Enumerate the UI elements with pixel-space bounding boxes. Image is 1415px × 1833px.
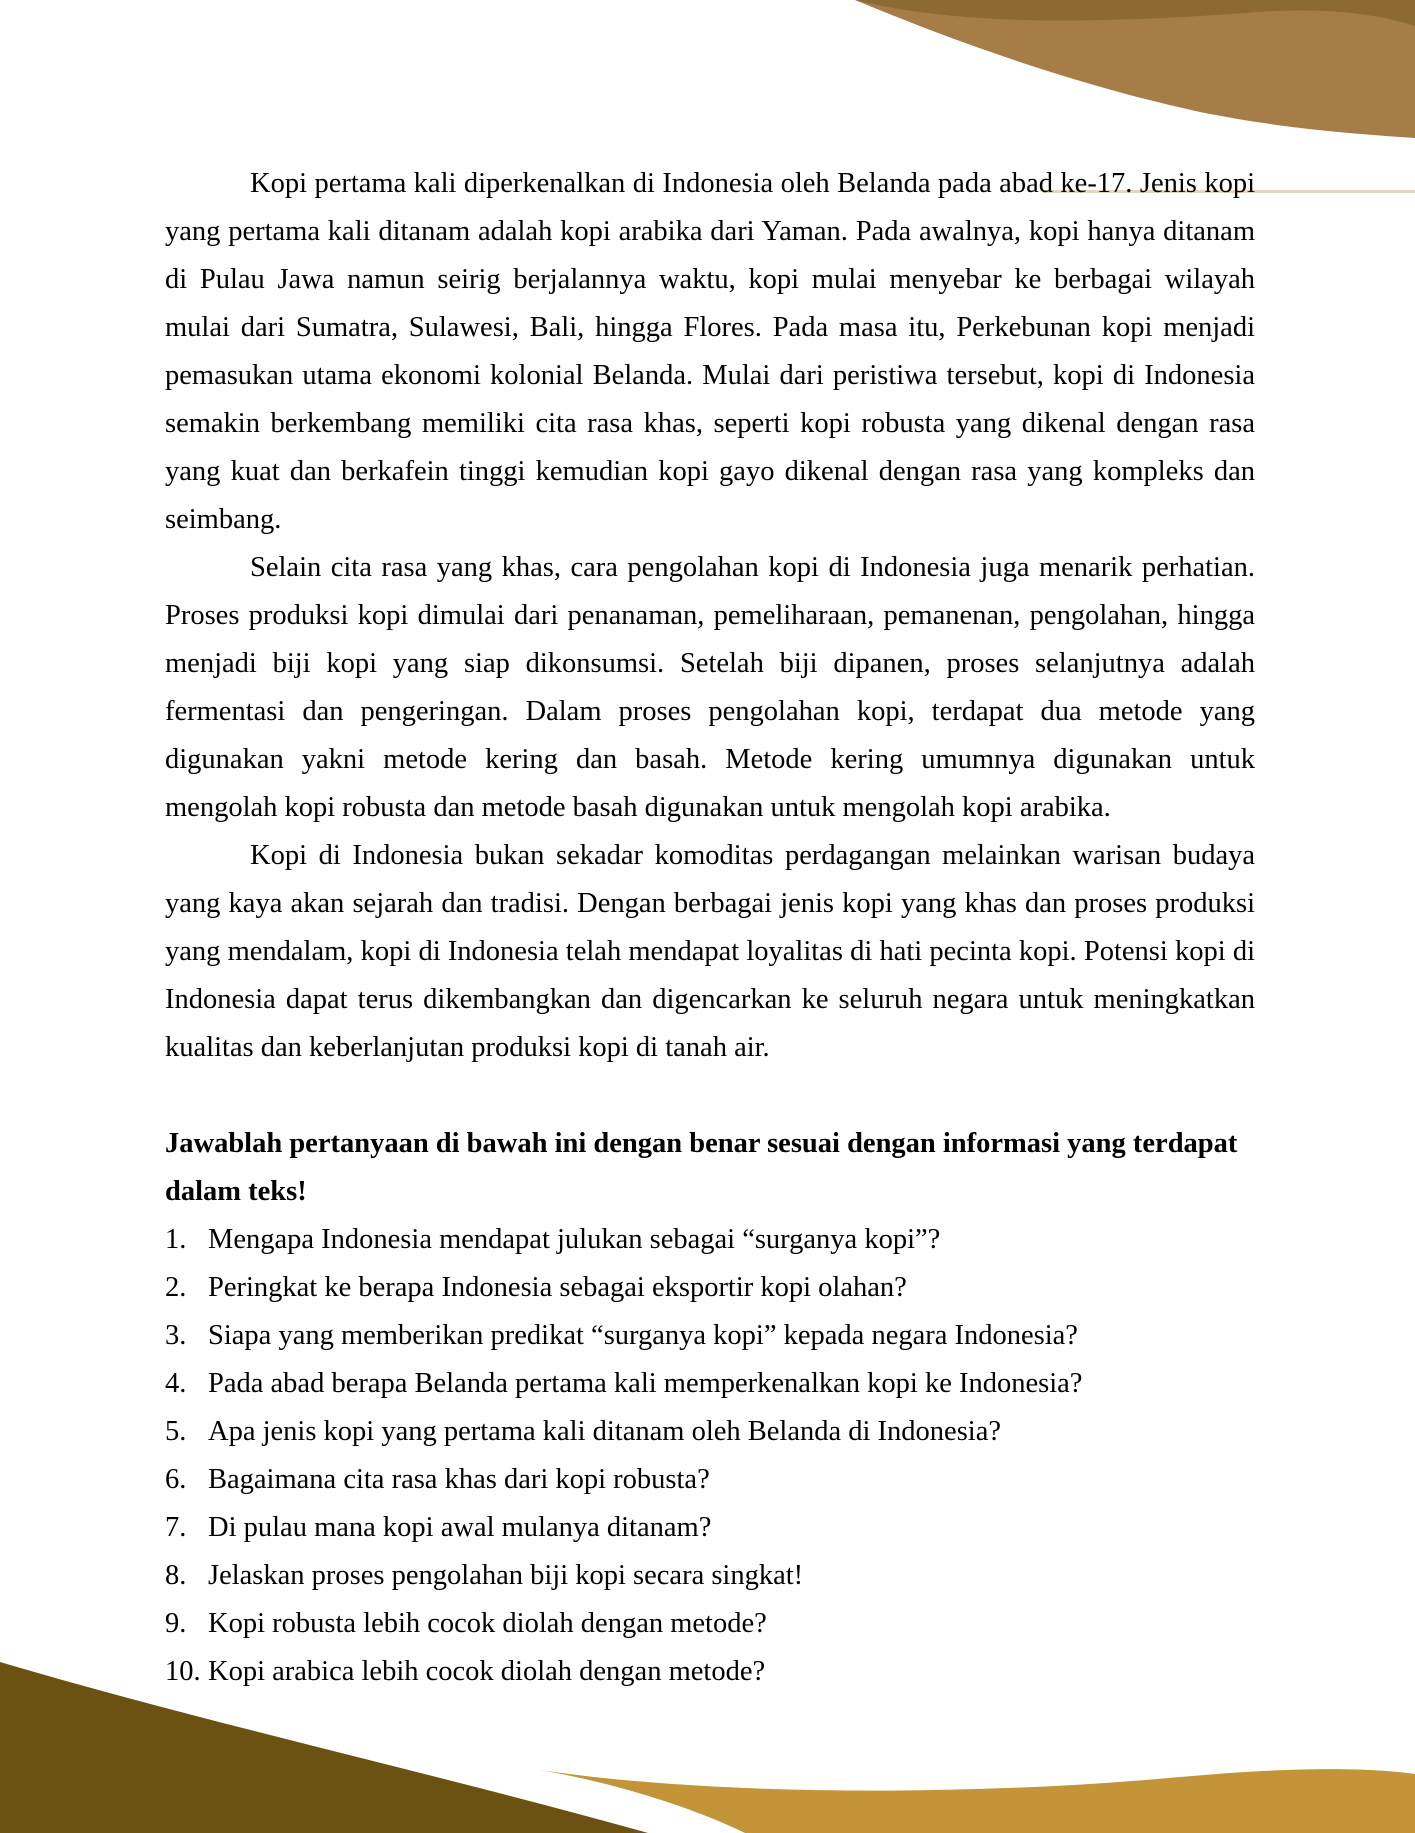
question-number: 5. bbox=[165, 1416, 187, 1447]
question-item bbox=[165, 1360, 1255, 1408]
question-number: 9. bbox=[165, 1608, 187, 1639]
question-number: 4. bbox=[165, 1368, 187, 1399]
question-text: Di pulau mana kopi awal mulanya ditanam? bbox=[208, 1512, 712, 1543]
question-list bbox=[165, 1216, 1255, 1696]
question-item bbox=[165, 1600, 1255, 1648]
question-text: Peringkat ke berapa Indonesia sebagai eksportir kopi olahan? bbox=[208, 1272, 907, 1303]
paragraph: Kopi di Indonesia bukan sekadar komoditas perdagangan melainkan warisan budaya yang kaya akan sejarah dan tradisi. Dengan berbagai jenis kopi yang khas dan proses produksi yang mendalam, kopi di Indonesia telah mendapat loyalitas di hati pecinta kopi. Potensi kopi di Indonesia dapat terus dikembangkan dan digencarkan ke seluruh negara untuk meningkatkan kualitas dan keberlanjutan produksi kopi di tanah air. bbox=[165, 840, 1255, 1063]
question-number: 6. bbox=[165, 1464, 187, 1495]
paragraph: Selain cita rasa yang khas, cara pengolahan kopi di Indonesia juga menarik perhatian. Proses produksi kopi dimulai dari penanaman, pemeliharaan, pemanenan, pengolahan, hingga menjadi biji kopi yang siap dikonsumsi. Setelah biji dipanen, proses selanjutnya adalah fermentasi dan pengeringan. Dalam proses pengolahan kopi, terdapat dua metode yang digunakan yakni metode kering dan basah. Metode kering umumnya digunakan untuk mengolah kopi robusta dan metode basah digunakan untuk mengolah kopi arabika. bbox=[165, 552, 1255, 823]
top-right-blob-light-decoration bbox=[855, 0, 1415, 138]
question-text: Jelaskan proses pengolahan biji kopi secara singkat! bbox=[208, 1560, 804, 1591]
question-text: Kopi arabica lebih cocok diolah dengan metode? bbox=[208, 1656, 766, 1687]
question-number: 8. bbox=[165, 1560, 187, 1591]
question-number: 1. bbox=[165, 1224, 187, 1255]
question-item bbox=[165, 1264, 1255, 1312]
question-text: Apa jenis kopi yang pertama kali ditanam oleh Belanda di Indonesia? bbox=[208, 1416, 1002, 1447]
question-item bbox=[165, 1648, 1255, 1696]
question-item bbox=[165, 1552, 1255, 1600]
bottom-right-wave-decoration bbox=[540, 1769, 1415, 1833]
question-item bbox=[165, 1504, 1255, 1552]
document-body bbox=[165, 160, 1255, 1696]
question-number: 3. bbox=[165, 1320, 187, 1351]
question-text: Bagaimana cita rasa khas dari kopi robusta? bbox=[208, 1464, 710, 1495]
question-item bbox=[165, 1216, 1255, 1264]
question-number: 10. bbox=[165, 1656, 201, 1687]
question-item bbox=[165, 1456, 1255, 1504]
paragraph: Kopi pertama kali diperkenalkan di Indonesia oleh Belanda pada abad ke-17. Jenis kopi yang pertama kali ditanam adalah kopi arabika dari Yaman. Pada awalnya, kopi hanya ditanam di Pulau Jawa namun seirig berjalannya waktu, kopi mulai menyebar ke berbagai wilayah mulai dari Sumatra, Sulawesi, Bali, hingga Flores. Pada masa itu, Perkebunan kopi menjadi pemasukan utama ekonomi kolonial Belanda. Mulai dari peristiwa tersebut, kopi di Indonesia semakin berkembang memiliki cita rasa khas, seperti kopi robusta yang dikenal dengan rasa yang kuat dan berkafein tinggi kemudian kopi gayo dikenal dengan rasa yang kompleks dan seimbang. bbox=[165, 168, 1255, 535]
question-item bbox=[165, 1312, 1255, 1360]
section-heading: Jawablah pertanyaan di bawah ini dengan benar sesuai dengan informasi yang terdapat dalam teks! bbox=[165, 1128, 1238, 1207]
question-text: Kopi robusta lebih cocok diolah dengan metode? bbox=[208, 1608, 767, 1639]
question-text: Mengapa Indonesia mendapat julukan sebagai “surganya kopi”? bbox=[208, 1224, 941, 1255]
question-number: 2. bbox=[165, 1272, 187, 1303]
question-number: 7. bbox=[165, 1512, 187, 1543]
question-text: Siapa yang memberikan predikat “surganya kopi” kepada negara Indonesia? bbox=[208, 1320, 1078, 1351]
question-item bbox=[165, 1408, 1255, 1456]
question-text: Pada abad berapa Belanda pertama kali memperkenalkan kopi ke Indonesia? bbox=[208, 1368, 1083, 1399]
